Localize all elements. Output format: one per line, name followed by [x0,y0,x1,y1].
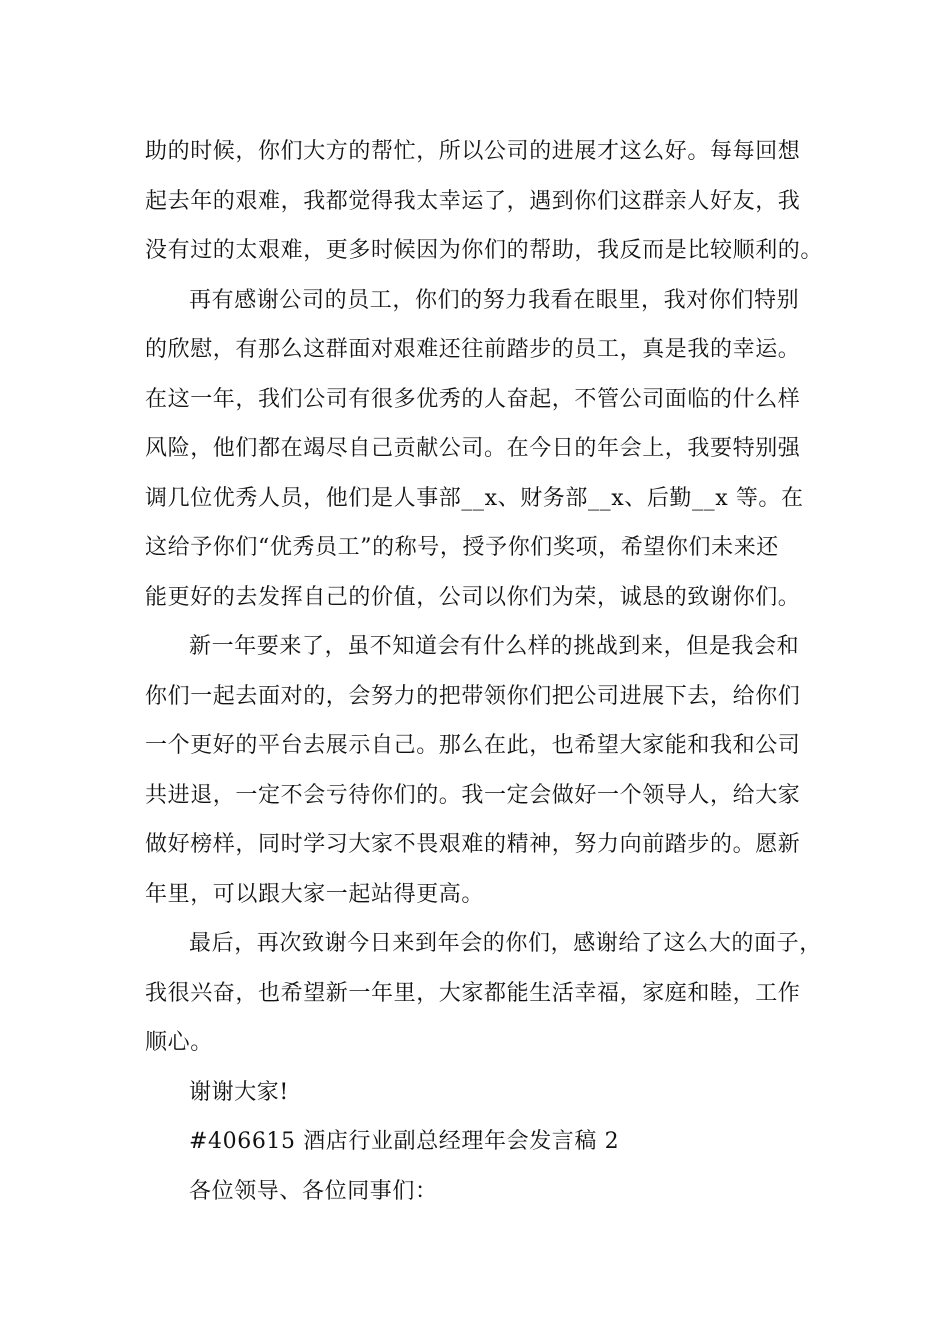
salutation: 各位领导、各位同事们： [189,1179,438,1204]
text-line: 调几位优秀人员，他们是人事部__x、财务部__x、后勤__x 等。在 [145,486,804,511]
text-line: 的欣慰，有那么这群面对艰难还往前踏步的员工，真是我的幸运。 [145,337,801,362]
text-line: 年里，可以跟大家一起站得更高。 [145,882,485,907]
closing-thanks: 谢谢大家! [189,1080,289,1105]
text-line: 能更好的去发挥自己的价值，公司以你们为荣，诚恳的致谢你们。 [145,585,801,610]
paragraph-first-line: 再有感谢公司的员工，你们的努力我看在眼里，我对你们特别 [189,288,800,313]
paragraph-first-line: 新一年要来了，虽不知道会有什么样的挑战到来，但是我会和 [189,634,800,659]
section-heading: #406615 酒店行业副总经理年会发言稿 2 [189,1129,620,1154]
text-line: 没有过的太艰难，更多时候因为你们的帮助，我反而是比较顺利的。 [145,238,824,263]
text-line: 在这一年，我们公司有很多优秀的人奋起，不管公司面临的什么样 [145,387,801,412]
text-line: 我很兴奋，也希望新一年里，大家都能生活幸福，家庭和睦，工作 [145,981,801,1006]
text-line: 风险，他们都在竭尽自己贡献公司。在今日的年会上，我要特别强 [145,436,801,461]
text-line: 一个更好的平台去展示自己。那么在此，也希望大家能和我和公司 [145,733,801,758]
text-line: 共进退，一定不会亏待你们的。我一定会做好一个领导人，给大家 [145,783,801,808]
text-line: 你们一起去面对的，会努力的把带领你们把公司进展下去，给你们 [145,684,801,709]
paragraph-first-line: 最后，再次致谢今日来到年会的你们，感谢给了这么大的面子， [189,931,822,956]
text-line: 助的时候，你们大方的帮忙，所以公司的进展才这么好。每每回想 [145,139,801,164]
text-line: 这给予你们“优秀员工”的称号，授予你们奖项，希望你们未来还 [145,535,779,560]
text-line: 做好榜样，同时学习大家不畏艰难的精神，努力向前踏步的。愿新 [145,832,801,857]
text-line: 起去年的艰难，我都觉得我太幸运了，遇到你们这群亲人好友，我 [145,189,801,214]
text-line: 顺心。 [145,1030,213,1055]
